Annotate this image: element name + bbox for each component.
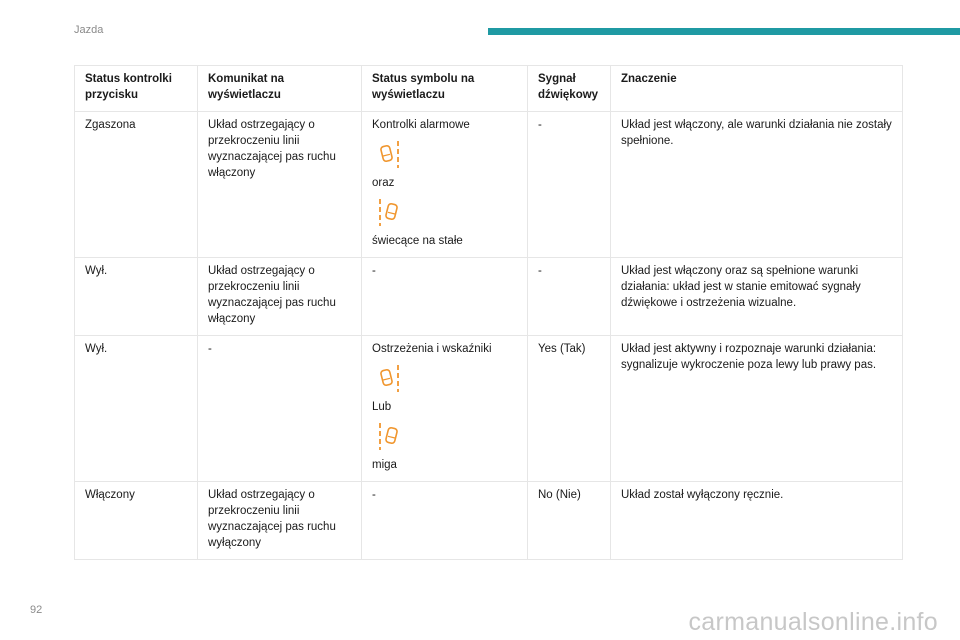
meaning-cell: Układ został wyłączony ręcznie.: [611, 482, 903, 560]
sound-cell: -: [528, 258, 611, 336]
symbol-text: -: [372, 489, 376, 501]
status-cell: Zgaszona: [75, 112, 198, 258]
symbol-text: Ostrzeżenia i wskaźniki: [372, 343, 492, 355]
lane-departure-right-icon: [376, 139, 402, 169]
status-table: [74, 65, 903, 560]
column-header: Status kontrolki przycisku: [75, 66, 198, 112]
sound-cell: -: [528, 112, 611, 258]
page-number: 92: [30, 604, 43, 616]
symbol-text: oraz: [372, 177, 395, 189]
column-header: Znaczenie: [611, 66, 903, 112]
symbol-text: Kontrolki alarmowe: [372, 119, 470, 131]
section-title: Jazda: [74, 24, 104, 36]
meaning-cell: Układ jest włączony oraz są spełnione warunki działania: układ jest w stanie emitować sygnały dźwiękowe i ostrzeżenia wizualne.: [611, 258, 903, 336]
watermark: carmanualsonline.info: [688, 608, 938, 636]
lane-departure-right-icon: [376, 363, 402, 393]
status-cell: Włączony: [75, 482, 198, 560]
symbol-cell: [362, 258, 528, 336]
message-cell: Układ ostrzegający o przekroczeniu linii wyznaczającej pas ruchu włączony: [198, 112, 362, 258]
column-header: Sygnał dźwiękowy: [528, 66, 611, 112]
meaning-cell: Układ jest włączony, ale warunki działania nie zostały spełnione.: [611, 112, 903, 258]
status-cell: Wył.: [75, 258, 198, 336]
table-row: [75, 258, 903, 336]
sound-cell: No (Nie): [528, 482, 611, 560]
table-row: [75, 336, 903, 482]
lane-departure-left-icon: [376, 197, 402, 227]
message-cell: -: [198, 336, 362, 482]
column-header: Komunikat na wyświetlaczu: [198, 66, 362, 112]
message-cell: Układ ostrzegający o przekroczeniu linii wyznaczającej pas ruchu wyłączony: [198, 482, 362, 560]
symbol-text: świecące na stałe: [372, 235, 463, 247]
table-row: [75, 482, 903, 560]
sound-cell: Yes (Tak): [528, 336, 611, 482]
symbol-text: Lub: [372, 401, 392, 413]
lane-departure-left-icon: [376, 421, 402, 451]
symbol-text: miga: [372, 459, 397, 471]
symbol-text: -: [372, 265, 376, 277]
table-header-row: [75, 66, 903, 112]
meaning-cell: Układ jest aktywny i rozpoznaje warunki działania: sygnalizuje wykroczenie poza lewy lub prawy pas.: [611, 336, 903, 482]
table-row: [75, 112, 903, 258]
symbol-cell: [362, 336, 528, 482]
status-cell: Wył.: [75, 336, 198, 482]
symbol-cell: [362, 112, 528, 258]
column-header: Status symbolu na wyświetlaczu: [362, 66, 528, 112]
header-accent-bar: [488, 28, 960, 35]
message-cell: Układ ostrzegający o przekroczeniu linii wyznaczającej pas ruchu włączony: [198, 258, 362, 336]
symbol-cell: [362, 482, 528, 560]
